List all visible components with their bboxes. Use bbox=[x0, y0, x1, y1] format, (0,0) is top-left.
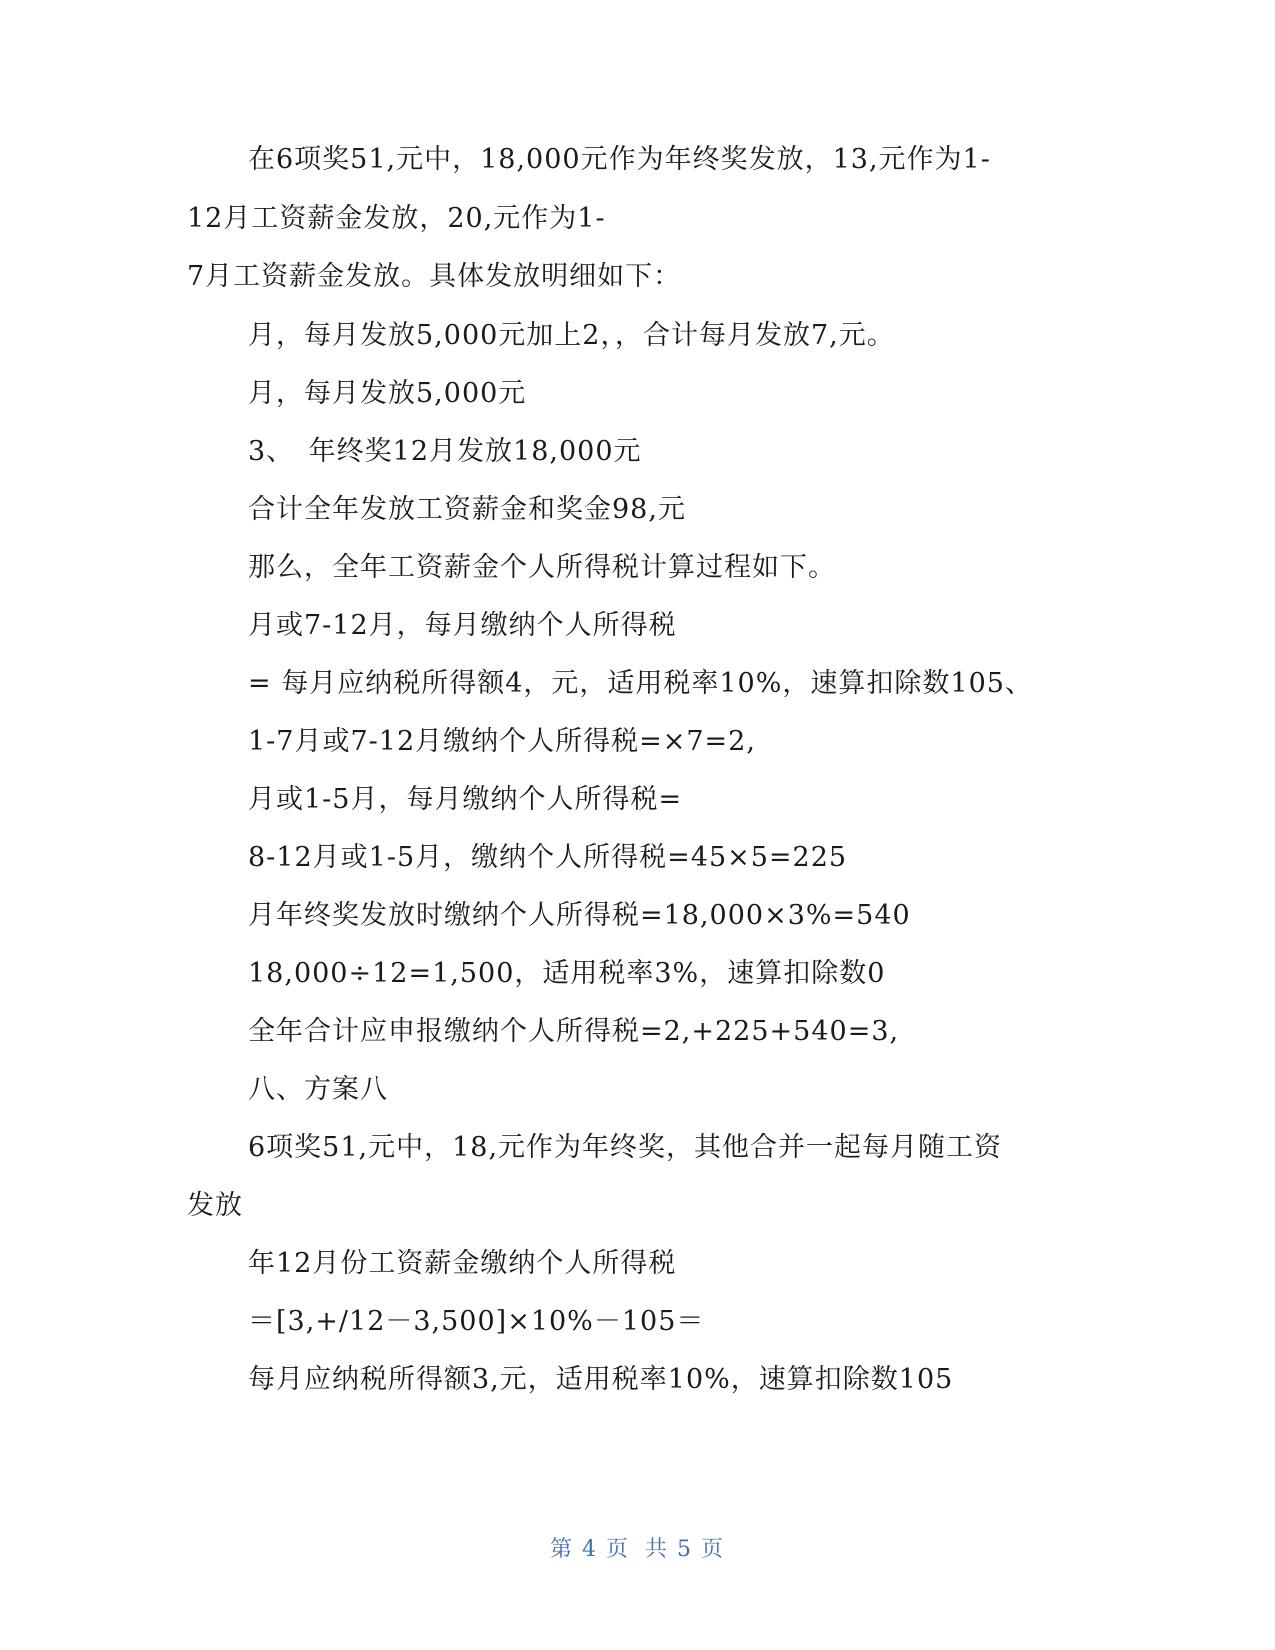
text-line-8: 那么，全年工资薪金个人所得税计算过程如下。 bbox=[248, 552, 836, 583]
text-line-13: 8-12月或1-5月，缴纳个人所得税=45×5=225 bbox=[248, 842, 848, 873]
text-line-15: 18,000÷12=1,500，适用税率3%，速算扣除数0 bbox=[248, 958, 886, 989]
text-line-16: 全年合计应申报缴纳个人所得税=2,+225+540=3, bbox=[248, 1016, 900, 1047]
text-line-21: ＝[3,+/12－3,500]×10%－105＝ bbox=[248, 1306, 705, 1337]
text-line-10: = 每月应纳税所得额4，元，适用税率10%，速算扣除数105、 bbox=[248, 668, 1033, 699]
footer-page-number: 4 bbox=[582, 1537, 598, 1562]
text-line-14: 月年终奖发放时缴纳个人所得税=18,000×3%=540 bbox=[248, 900, 911, 931]
text-line-9: 月或7-12月，每月缴纳个人所得税 bbox=[248, 610, 677, 641]
footer-suffix: 页 bbox=[701, 1537, 726, 1562]
footer-prefix: 第 bbox=[549, 1537, 574, 1562]
text-line-11: 1-7月或7-12月缴纳个人所得税=×7=2, bbox=[248, 726, 756, 757]
text-line-2: 12月工资薪金发放，20,元作为1- bbox=[187, 203, 606, 234]
text-line-1: 在6项奖51,元中，18,000元作为年终奖发放，13,元作为1- bbox=[248, 144, 991, 175]
text-line-6: 3、 年终奖12月发放18,000元 bbox=[248, 436, 642, 467]
text-line-18: 6项奖51,元中，18,元作为年终奖，其他合并一起每月随工资 bbox=[248, 1132, 1003, 1163]
text-line-19: 发放 bbox=[187, 1190, 243, 1221]
footer-total-pages: 5 bbox=[677, 1537, 693, 1562]
text-line-20: 年12月份工资薪金缴纳个人所得税 bbox=[248, 1248, 677, 1279]
text-line-5: 月，每月发放5,000元 bbox=[248, 378, 527, 409]
text-line-22: 每月应纳税所得额3,元，适用税率10%，速算扣除数105 bbox=[248, 1364, 954, 1395]
text-line-17: 八、方案八 bbox=[248, 1074, 388, 1105]
text-line-7: 合计全年发放工资薪金和奖金98,元 bbox=[248, 494, 686, 525]
text-line-3: 7月工资薪金发放。具体发放明细如下： bbox=[187, 261, 682, 292]
text-line-12: 月或1-5月，每月缴纳个人所得税= bbox=[248, 784, 683, 815]
text-line-4: 月，每月发放5,000元加上2，，合计每月发放7,元。 bbox=[248, 320, 895, 351]
page-footer bbox=[0, 1532, 1275, 1563]
footer-middle: 页 共 bbox=[606, 1537, 669, 1562]
